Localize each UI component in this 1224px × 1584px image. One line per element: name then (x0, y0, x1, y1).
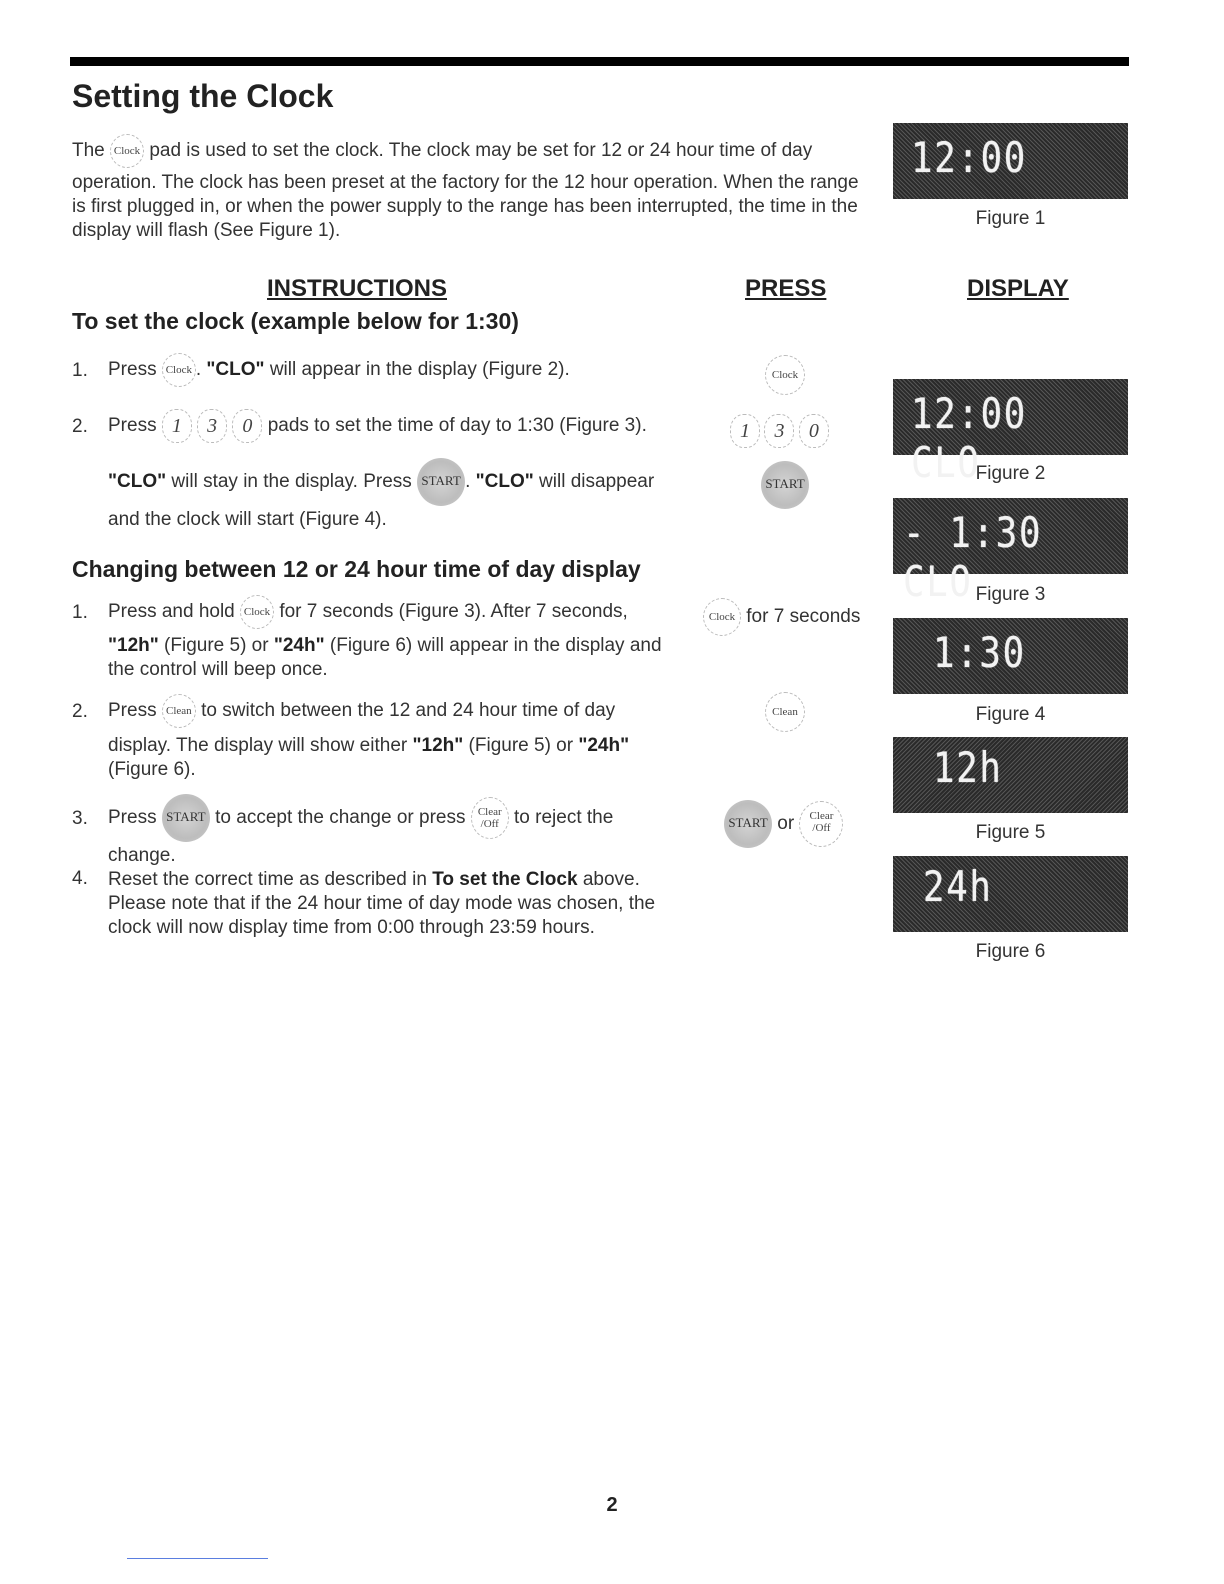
step-text (108, 595, 628, 629)
step-text: clock will now display time from 0:00 through 23:59 hours. (108, 917, 595, 938)
bold-text: "CLO" (206, 359, 265, 381)
step-text (108, 409, 647, 443)
display-figure-1 (893, 123, 1128, 199)
step-text: to reject the (514, 807, 614, 829)
display-figure-5 (893, 737, 1128, 813)
clock-pad-icon: Clock (162, 353, 196, 387)
intro-line-1 (72, 134, 872, 168)
figure-caption: Figure 1 (975, 208, 1046, 229)
step-text: will appear in the display (Figure 2). (264, 359, 570, 381)
display-figure-6 (893, 856, 1128, 932)
step-text: Press and hold (108, 601, 235, 623)
press-numbers (730, 414, 829, 448)
step-text: (Figure 5) or (158, 635, 274, 656)
bold-text: "12h" (108, 635, 159, 656)
clean-pad-icon: Clean (765, 692, 805, 732)
step-text (108, 734, 708, 758)
step-text: will disappear (533, 471, 655, 493)
press-start-or-clear (724, 800, 843, 848)
number-0-pad-icon: 0 (799, 414, 829, 448)
clock-pad-icon: Clock (703, 598, 741, 636)
step-text: . (195, 359, 207, 381)
step-text: Please note that if the 24 hour time of day mode was chosen, the (108, 893, 656, 914)
intro-text: The (72, 140, 105, 162)
figure-caption: Figure 4 (975, 704, 1046, 725)
press-clock-hold (703, 598, 860, 636)
step-text (108, 458, 654, 506)
display-readout: 1:30 (933, 628, 1026, 677)
figure-caption: Figure 5 (975, 822, 1046, 843)
start-pad-icon: START (761, 461, 809, 509)
figure-caption: Figure 2 (975, 463, 1046, 484)
number-1-pad-icon: 1 (162, 409, 192, 443)
pad-label: /Off (480, 818, 499, 830)
top-rule (70, 57, 1129, 66)
section-heading: Changing between 12 or 24 hour time of day display (72, 556, 641, 582)
step-text: will stay in the display. Press (166, 471, 412, 493)
step-text: pads to set the time of day to 1:30 (Figure 3). (267, 415, 647, 437)
bold-text: "CLO" (108, 471, 167, 493)
number-3-pad-icon: 3 (764, 414, 794, 448)
step-text (108, 694, 615, 728)
step-text: Press (108, 807, 157, 829)
page-title: Setting the Clock (72, 78, 334, 114)
number-3-pad-icon: 3 (197, 409, 227, 443)
step-number: 2. (72, 416, 88, 437)
clock-pad-icon: Clock (110, 134, 144, 168)
display-figure-4 (893, 618, 1128, 694)
step-number: 3. (72, 808, 88, 829)
pad-label: /Off (812, 822, 831, 834)
bold-text: "24h" (273, 635, 325, 656)
step-text: to accept the change or press (215, 807, 466, 829)
clock-pad-icon: Clock (765, 355, 805, 395)
display-readout: 12:00 (911, 133, 1027, 182)
press-start (761, 461, 809, 509)
step-text: . (465, 471, 476, 493)
start-pad-icon: START (162, 794, 210, 842)
step-text: the control will beep once. (108, 659, 328, 680)
number-0-pad-icon: 0 (232, 409, 262, 443)
clock-pad-icon: Clock (240, 595, 274, 629)
footer-rule (127, 1558, 268, 1559)
step-text: change. (108, 845, 176, 866)
step-text: to switch between the 12 and 24 hour time of day (201, 700, 616, 722)
start-pad-icon: START (724, 800, 772, 848)
bold-text: "24h" (578, 735, 630, 756)
clear-off-pad-icon (799, 801, 843, 847)
step-text: (Figure 6). (108, 759, 196, 780)
start-pad-icon: START (417, 458, 465, 506)
figure-caption: Figure 3 (975, 584, 1046, 605)
step-text: for 7 seconds (Figure 3). After 7 seconds, (279, 601, 628, 623)
step-text: above. (577, 869, 640, 890)
press-text: or (777, 813, 795, 835)
page-number: 2 (606, 1494, 618, 1516)
step-text (108, 634, 708, 658)
pad-label: Clear (809, 810, 834, 822)
display-readout: 12h (933, 743, 1003, 792)
press-clean (765, 692, 805, 732)
step-text: display. The display will show either (108, 735, 413, 756)
bold-text: "CLO" (475, 471, 534, 493)
section-heading: To set the clock (example below for 1:30) (72, 308, 519, 334)
bold-text: To set the Clock (432, 869, 578, 890)
step-text: (Figure 6) will appear in the display and (324, 635, 662, 656)
step-text (108, 868, 640, 892)
intro-text: pad is used to set the clock. The clock may be set for 12 or 24 hour time of day (149, 140, 813, 162)
step-number: 1. (72, 602, 88, 623)
clear-off-pad-icon (471, 797, 509, 839)
step-number: 1. (72, 360, 88, 381)
step-text: Press (108, 415, 157, 437)
step-text (108, 794, 613, 842)
bold-text: "12h" (412, 735, 464, 756)
step-text: Press (108, 359, 157, 381)
intro-paragraph: operation. The clock has been preset at the factory for the 12 hour operation. When the range is first plugged in, or when the power supply to the range has been interrupted, the time in the display will flash (See Figure 1). (72, 172, 859, 241)
pad-label: Clear (477, 806, 502, 818)
press-text: for 7 seconds (746, 606, 861, 628)
instructions-header: INSTRUCTIONS (267, 275, 447, 302)
display-readout: - 1:30 CLO (903, 508, 1043, 606)
display-readout: 24h (923, 862, 993, 911)
step-text: Reset the correct time as described in (108, 869, 433, 890)
step-text (108, 353, 570, 387)
figure-caption: Figure 6 (975, 941, 1046, 962)
clean-pad-icon: Clean (162, 694, 196, 728)
press-header: PRESS (745, 275, 827, 302)
step-text: and the clock will start (Figure 4). (108, 509, 387, 530)
display-header: DISPLAY (967, 275, 1069, 302)
step-number: 4. (72, 868, 88, 889)
step-text: Press (108, 700, 157, 722)
step-text: (Figure 5) or (463, 735, 579, 756)
step-number: 2. (72, 701, 88, 722)
number-1-pad-icon: 1 (730, 414, 760, 448)
press-clock (765, 355, 805, 395)
display-readout: 12:00 CLO (911, 389, 1027, 487)
